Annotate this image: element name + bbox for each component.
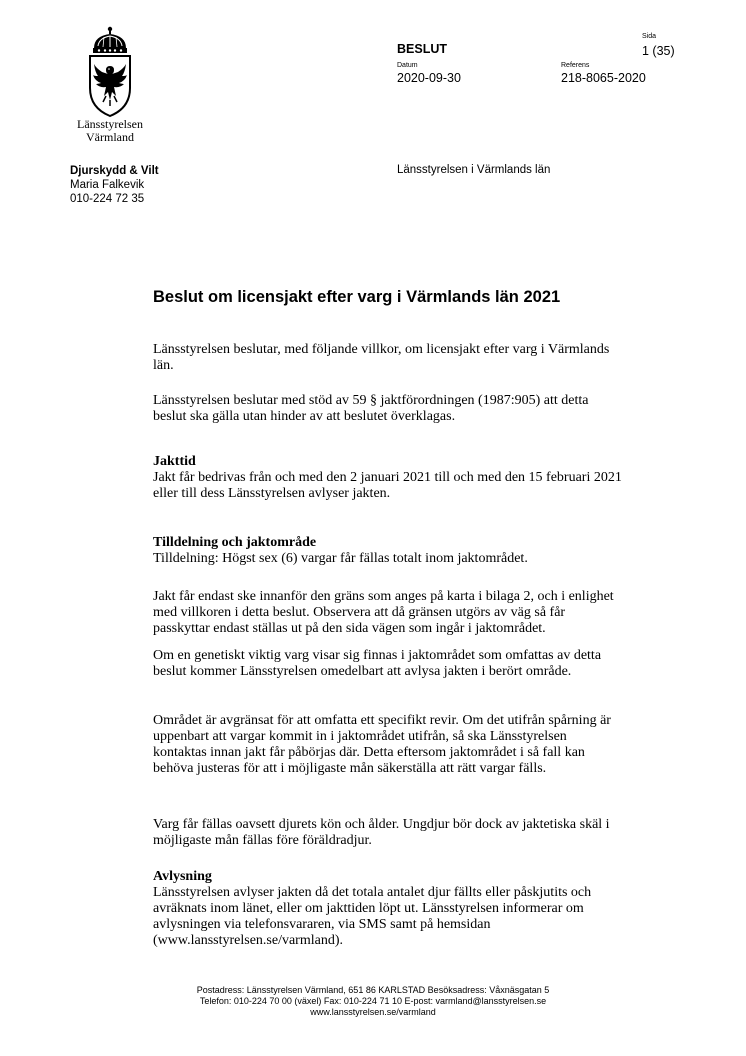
- paragraph-intro2: [153, 393, 623, 425]
- page-footer: [0, 985, 746, 1018]
- jakttid-heading: Jakttid: [153, 454, 196, 469]
- logo-name-line1: Länsstyrelsen: [77, 117, 143, 131]
- page-number: 1 (35): [642, 44, 675, 58]
- intro1-text: Länsstyrelsen beslutar, med följande villkor, om licensjakt efter varg i Värmlands län.: [153, 342, 610, 373]
- reference-label: Referens: [561, 62, 590, 69]
- intro2-text: Länsstyrelsen beslutar med stöd av 59 § jaktförordningen (1987:905) att detta beslut ska gälla utan hinder av att beslutet överklagas.: [153, 393, 589, 424]
- avlysning-heading: Avlysning: [153, 869, 212, 884]
- section-avlysning: [153, 869, 623, 949]
- revir-text: Området är avgränsat för att omfatta ett specifikt revir. Om det utifrån spårning är uppenbart att vargar kommit in i jaktområdet utifrån, så ska Länsstyrelsen kontaktas innan jakt får påbörjas där. Detta eftersom jaktområdet i så fall kan behöva justeras för att i möjligaste mån säkerställa att rätt vargar fälls.: [153, 713, 611, 776]
- tilldelning-text: Tilldelning: Högst sex (6) vargar får fällas totalt inom jaktområdet.: [153, 551, 528, 566]
- paragraph-varg: [153, 817, 623, 849]
- page-label: Sida: [642, 33, 657, 40]
- logo-name-line2: Värmland: [86, 130, 134, 144]
- grans-text: Jakt får endast ske innanför den gräns som anges på karta i bilaga 2, och i enlighet med villkoren i detta beslut. Observera att då gränsen utgörs av väg så får passkyttar endast ställas ut på den sida vägen som ingår i jaktområdet.: [153, 589, 614, 636]
- recipient: Länsstyrelsen i Värmlands län: [397, 164, 551, 176]
- eagle-shield-icon: [90, 56, 130, 116]
- reference-value: 218-8065-2020: [561, 71, 646, 85]
- sender-unit: Djurskydd & Vilt: [70, 165, 159, 177]
- footer-address: Postadress: Länsstyrelsen Värmland, 651 86 KARLSTAD Besöksadress: Våxnäsgatan 5: [196, 985, 550, 995]
- footer-contact: Telefon: 010-224 70 00 (växel) Fax: 010-224 71 10 E-post: varmland@lansstyrelsen.se: [199, 996, 547, 1006]
- date-label: Datum: [397, 62, 418, 69]
- date-value: 2020-09-30: [397, 71, 461, 85]
- paragraph-intro1: [153, 342, 623, 374]
- varg-text: Varg får fällas oavsett djurets kön och ålder. Ungdjur bör dock av jaktetiska skäl i möjligaste mån fällas före föräldradjur.: [153, 817, 610, 848]
- section-tilldelning: [153, 535, 623, 567]
- document-title: Beslut om licensjakt efter varg i Värmlands län 2021: [153, 288, 561, 306]
- avlysning-text: Länsstyrelsen avlyser jakten då det totala antalet djur fällts eller påskjutits och avräknats inom länet, eller om jakttiden löpt ut. Länsstyrelsen informerar om avlysningen via telefonsvararen, via SMS samt på hemsidan (www.lansstyrelsen.se/varmland).: [153, 885, 592, 948]
- footer-website: www.lansstyrelsen.se/varmland: [310, 1007, 436, 1017]
- sender-phone: 010-224 72 35: [70, 193, 145, 205]
- genetisk-text: Om en genetiskt viktig varg visar sig finnas i jaktområdet som omfattas av detta beslut kommer Länsstyrelsen omedelbart att avlysa jakten i berört område.: [153, 648, 602, 679]
- document-type: BESLUT: [397, 42, 447, 56]
- tilldelning-heading: Tilldelning och jaktområde: [153, 535, 317, 550]
- paragraph-grans: [153, 589, 623, 637]
- paragraph-revir: [153, 713, 623, 777]
- sender-block: [70, 164, 159, 206]
- section-jakttid: [153, 454, 623, 502]
- jakttid-text: Jakt får bedrivas från och med den 2 januari 2021 till och med den 15 februari 2021 eller till dess Länsstyrelsen avlyser jakten.: [153, 470, 622, 501]
- sender-name: Maria Falkevik: [70, 179, 145, 191]
- crown-icon: [93, 27, 127, 53]
- paragraph-genetisk: [153, 648, 623, 680]
- crown-eagle-emblem: [84, 26, 136, 118]
- agency-logo: [66, 26, 154, 150]
